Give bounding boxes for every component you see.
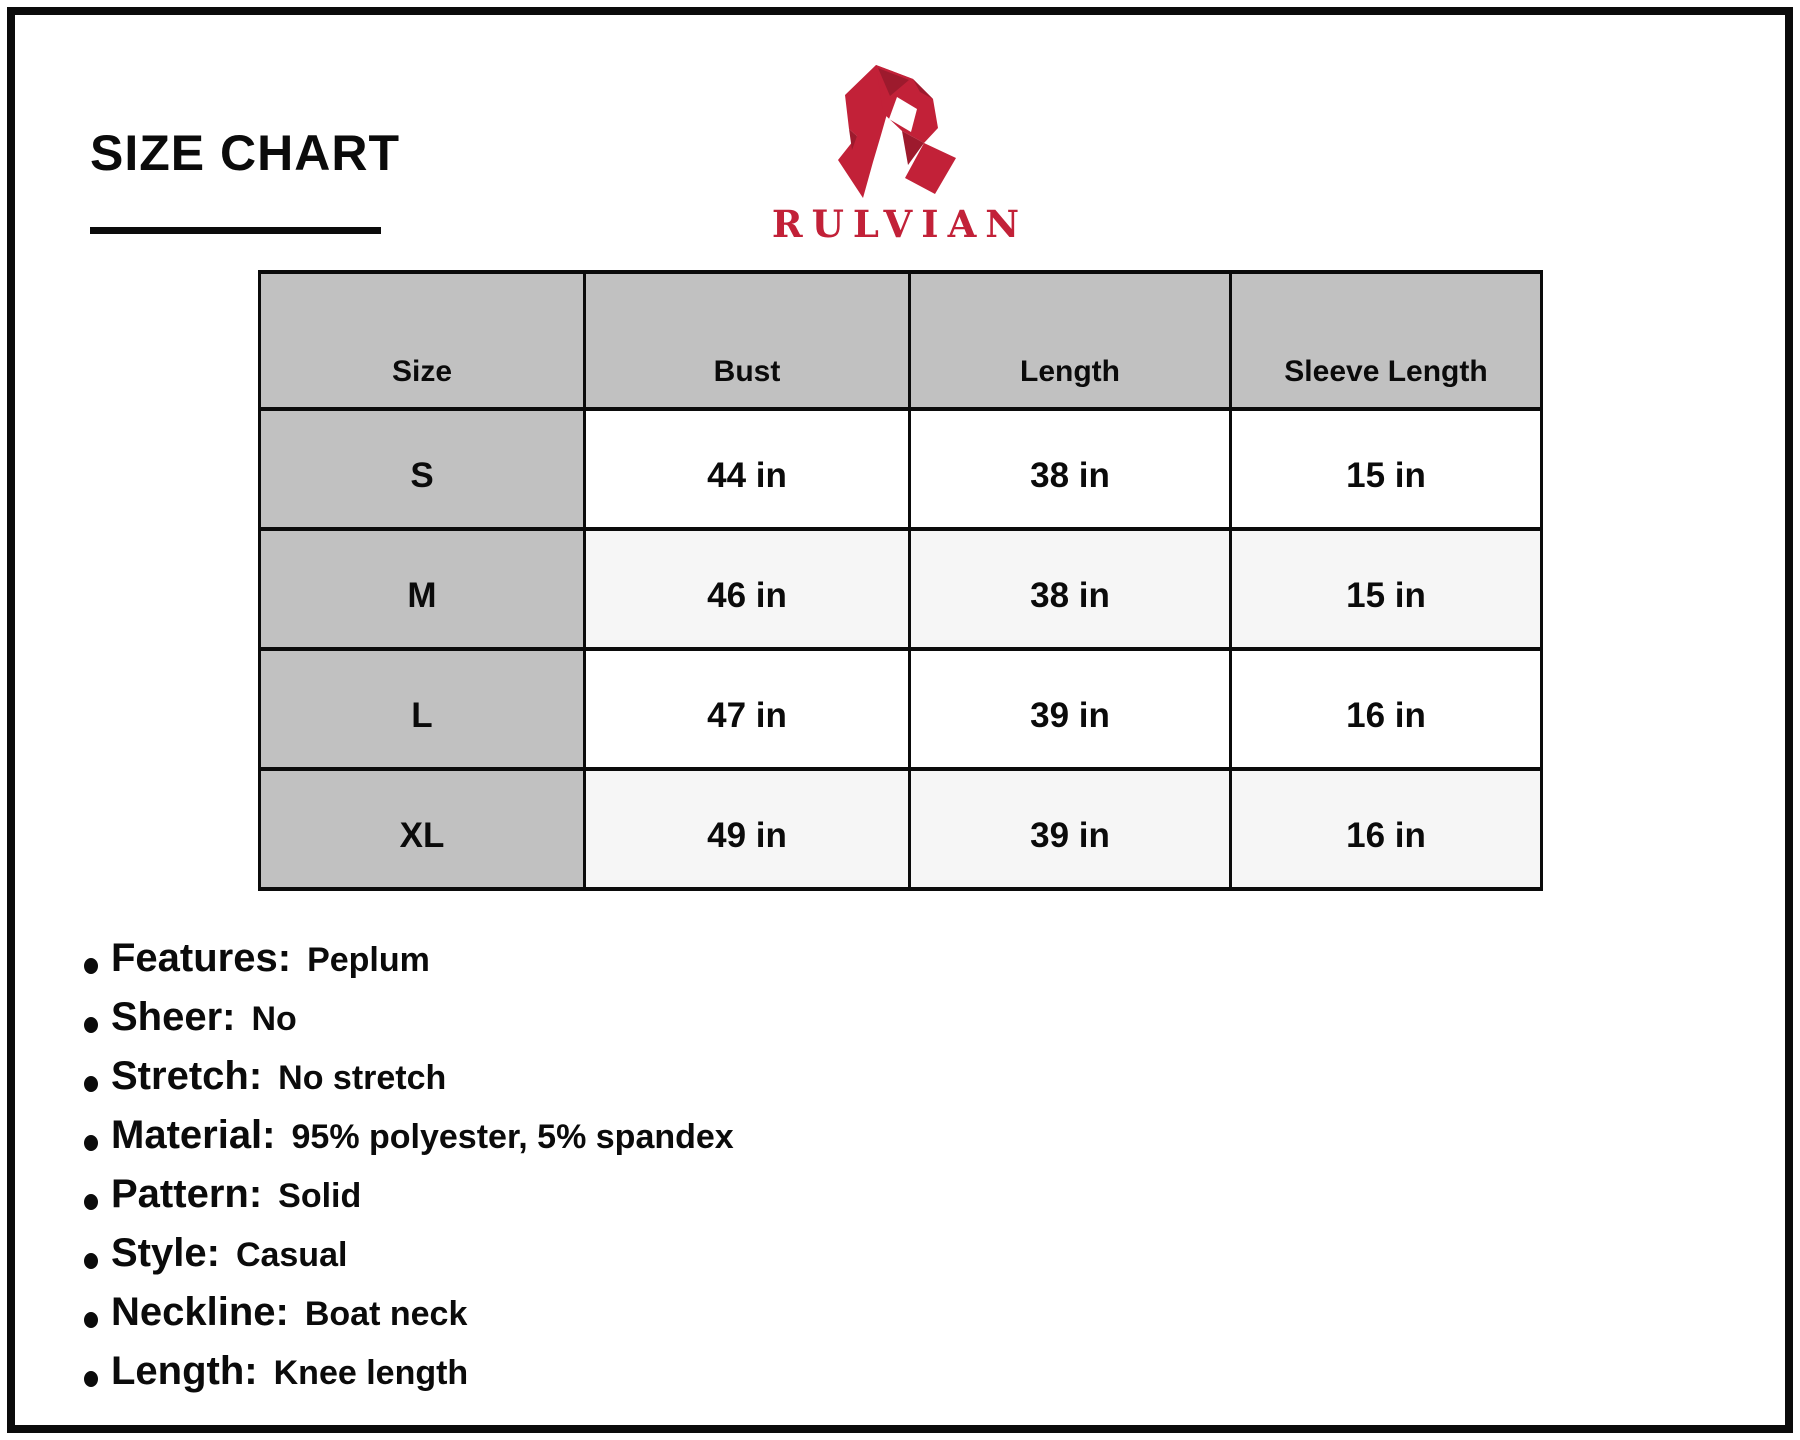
spec-item-pattern: [84, 1174, 734, 1233]
length-cell: 39 in: [910, 649, 1231, 769]
table-row-s: [260, 409, 1542, 529]
spec-value: Peplum: [307, 941, 430, 979]
bust-cell: 44 in: [585, 409, 910, 529]
page-title: SIZE CHART: [90, 125, 400, 181]
length-cell: 39 in: [910, 769, 1231, 889]
bullet-icon: [84, 1253, 98, 1269]
brand-name: RULVIAN: [771, 202, 1029, 246]
sleeve-length-cell: 15 in: [1231, 409, 1542, 529]
spec-label: Style:: [111, 1231, 220, 1275]
spec-item-material: [84, 1115, 734, 1174]
length-cell: 38 in: [910, 409, 1231, 529]
sleeve-length-cell: 16 in: [1231, 769, 1542, 889]
length-cell: 38 in: [910, 529, 1231, 649]
bullet-icon: [84, 1194, 98, 1210]
spec-label: Sheer:: [111, 995, 236, 1039]
spec-value: Knee length: [273, 1354, 469, 1392]
spec-label: Features:: [111, 936, 292, 980]
table-row-xl: [260, 769, 1542, 889]
bust-cell: 46 in: [585, 529, 910, 649]
spec-item-stretch: [84, 1056, 734, 1115]
spec-value: Boat neck: [304, 1295, 468, 1333]
sleeve-length-cell: 15 in: [1231, 529, 1542, 649]
spec-value: No: [251, 1000, 297, 1038]
table-row-m: [260, 529, 1542, 649]
spec-value: No stretch: [278, 1059, 447, 1097]
col-header-size: Size: [260, 272, 585, 409]
bust-cell: 47 in: [585, 649, 910, 769]
bullet-icon: [84, 958, 98, 974]
spec-list: [84, 938, 734, 1410]
spec-value: 95% polyester, 5% spandex: [291, 1118, 734, 1156]
spec-item-style: [84, 1233, 734, 1292]
spec-value: Solid: [278, 1177, 362, 1215]
spec-item-neckline: [84, 1292, 734, 1351]
spec-label: Pattern:: [111, 1172, 263, 1216]
spec-label: Material:: [111, 1113, 276, 1157]
size-chart-table: [258, 270, 1543, 891]
spec-item-features: [84, 938, 734, 997]
bullet-icon: [84, 1017, 98, 1033]
col-header-length: Length: [910, 272, 1231, 409]
brand-logo: [0, 50, 1800, 246]
spec-value: Casual: [235, 1236, 348, 1274]
table-header-row: [260, 272, 1542, 409]
rulvian-r-logo-icon: [825, 50, 975, 210]
spec-label: Stretch:: [111, 1054, 263, 1098]
col-header-bust: Bust: [585, 272, 910, 409]
spec-item-length: [84, 1351, 734, 1410]
sleeve-length-cell: 16 in: [1231, 649, 1542, 769]
bullet-icon: [84, 1076, 98, 1092]
spec-item-sheer: [84, 997, 734, 1056]
table-row-l: [260, 649, 1542, 769]
spec-label: Length:: [111, 1349, 258, 1393]
size-cell: M: [260, 529, 585, 649]
spec-label: Neckline:: [111, 1290, 289, 1334]
size-cell: S: [260, 409, 585, 529]
bust-cell: 49 in: [585, 769, 910, 889]
bullet-icon: [84, 1371, 98, 1387]
size-cell: L: [260, 649, 585, 769]
bullet-icon: [84, 1312, 98, 1328]
size-cell: XL: [260, 769, 585, 889]
col-header-sleeve-length: Sleeve Length: [1231, 272, 1542, 409]
bullet-icon: [84, 1135, 98, 1151]
